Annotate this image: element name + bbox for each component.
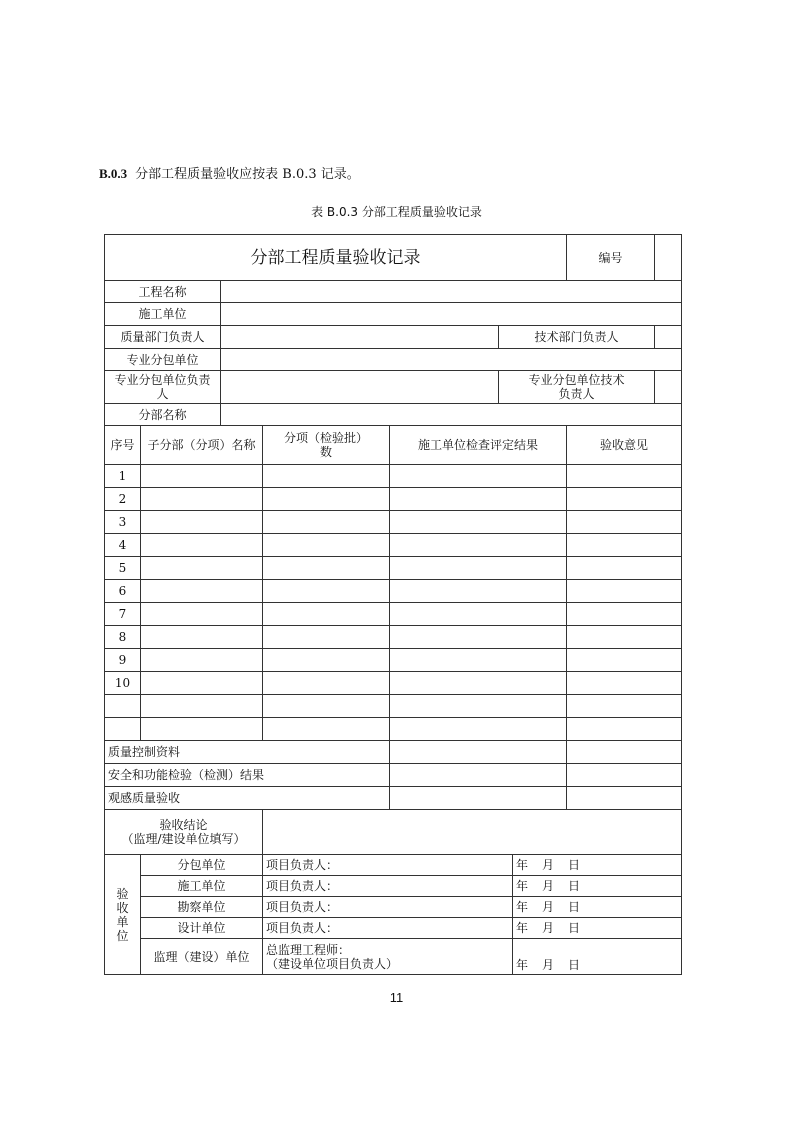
row-sub-cell[interactable]: [141, 626, 263, 649]
acceptance-side-char: 收: [116, 900, 129, 915]
row-sub-cell[interactable]: [141, 695, 263, 718]
project-name-field[interactable]: [221, 281, 682, 303]
unit-name: 设计单位: [141, 918, 263, 939]
row-count-cell[interactable]: [263, 649, 390, 672]
subcontract-unit-label: 专业分包单位: [105, 349, 221, 371]
conclusion-label: [105, 810, 263, 855]
division-name-label: 分部名称: [105, 404, 221, 426]
row-seq: 1: [105, 465, 141, 488]
row-opinion-cell[interactable]: [567, 672, 682, 695]
unit-date[interactable]: 年月日: [513, 876, 682, 897]
unit-signer[interactable]: 项目负责人：: [263, 897, 513, 918]
row-seq: 6: [105, 580, 141, 603]
intro-text: 分部工程质量验收应按表 B.0.3 记录。: [135, 167, 360, 182]
construction-unit-field[interactable]: [221, 303, 682, 326]
row-count-cell[interactable]: [263, 511, 390, 534]
row-sub-cell[interactable]: [141, 534, 263, 557]
conclusion-label-line2: （监理/建设单位填写）: [121, 832, 246, 846]
row-sub-cell[interactable]: [141, 672, 263, 695]
row-result-cell[interactable]: [390, 465, 567, 488]
subcontract-unit-field[interactable]: [221, 349, 682, 371]
row-count-cell[interactable]: [263, 465, 390, 488]
table-caption: 表 B.0.3 分部工程质量验收记录: [311, 205, 482, 219]
unit-signer[interactable]: 项目负责人：: [263, 855, 513, 876]
row-seq: [105, 718, 141, 741]
intro-line: [99, 163, 360, 182]
col-result: 施工单位检查评定结果: [390, 426, 567, 465]
row-opinion-cell[interactable]: [567, 626, 682, 649]
code-label: 编号: [567, 235, 655, 281]
row-result-cell[interactable]: [390, 511, 567, 534]
safety-result[interactable]: [390, 764, 567, 787]
row-opinion-cell[interactable]: [567, 603, 682, 626]
unit-name: 勘察单位: [141, 897, 263, 918]
table-row: [105, 603, 682, 626]
acceptance-record-table: [104, 234, 682, 975]
row-result-cell[interactable]: [390, 534, 567, 557]
subcontract-tech-field[interactable]: [655, 371, 682, 404]
appearance-label: 观感质量验收: [105, 787, 390, 810]
row-count-cell[interactable]: [263, 718, 390, 741]
row-count-cell[interactable]: [263, 534, 390, 557]
subcontract-head-label-line2: 人: [156, 387, 169, 401]
subcontract-head-label-line1: 专业分包单位负责: [114, 373, 211, 387]
row-opinion-cell[interactable]: [567, 534, 682, 557]
table-row: [105, 488, 682, 511]
row-count-cell[interactable]: [263, 557, 390, 580]
table-row: [105, 511, 682, 534]
row-count-cell[interactable]: [263, 488, 390, 511]
row-opinion-cell[interactable]: [567, 649, 682, 672]
intro-number: B.0.3: [99, 166, 128, 181]
row-count-cell[interactable]: [263, 672, 390, 695]
quality-head-label: 质量部门负责人: [105, 326, 221, 349]
row-seq: [105, 695, 141, 718]
row-result-cell[interactable]: [390, 603, 567, 626]
row-count-cell[interactable]: [263, 603, 390, 626]
table-row: [105, 718, 682, 741]
subcontract-tech-label-line1: 专业分包单位技术: [528, 373, 625, 387]
quality-docs-opinion[interactable]: [567, 741, 682, 764]
row-result-cell[interactable]: [390, 672, 567, 695]
row-sub-cell[interactable]: [141, 649, 263, 672]
subcontract-head-field[interactable]: [221, 371, 499, 404]
quality-docs-label: 质量控制资料: [105, 741, 390, 764]
row-opinion-cell[interactable]: [567, 465, 682, 488]
col-count: [263, 426, 390, 465]
row-sub-cell[interactable]: [141, 557, 263, 580]
row-count-cell[interactable]: [263, 580, 390, 603]
safety-label: 安全和功能检验（检测）结果: [105, 764, 390, 787]
unit-date[interactable]: 年月日: [513, 855, 682, 876]
tech-head-field[interactable]: [655, 326, 682, 349]
table-row: [105, 465, 682, 488]
quality-head-field[interactable]: [221, 326, 499, 349]
project-name-label: 工程名称: [105, 281, 221, 303]
subcontract-head-label: [105, 371, 221, 404]
row-count-cell[interactable]: [263, 695, 390, 718]
conclusion-field[interactable]: [263, 810, 682, 855]
table-row: [105, 534, 682, 557]
table-row: [105, 695, 682, 718]
acceptance-side-char: 验: [116, 886, 129, 901]
supervisor-signer-line2: （建设单位项目负责人）: [266, 956, 399, 971]
supervisor-unit-name: 监理（建设）单位: [141, 939, 263, 975]
table-row: [105, 672, 682, 695]
unit-name: 分包单位: [141, 855, 263, 876]
row-opinion-cell[interactable]: [567, 557, 682, 580]
table-row: [105, 580, 682, 603]
col-count-line1: 分项（检验批）: [283, 431, 368, 445]
row-result-cell[interactable]: [390, 718, 567, 741]
form-title: 分部工程质量验收记录: [105, 235, 567, 281]
row-count-cell[interactable]: [263, 626, 390, 649]
tech-head-label: 技术部门负责人: [499, 326, 655, 349]
row-seq: 4: [105, 534, 141, 557]
row-seq: 9: [105, 649, 141, 672]
table-row: [105, 649, 682, 672]
row-opinion-cell[interactable]: [567, 488, 682, 511]
acceptance-side-char: 单: [116, 914, 129, 929]
row-opinion-cell[interactable]: [567, 511, 682, 534]
row-sub-cell[interactable]: [141, 603, 263, 626]
row-result-cell[interactable]: [390, 580, 567, 603]
table-row: [105, 626, 682, 649]
row-result-cell[interactable]: [390, 488, 567, 511]
row-seq: 2: [105, 488, 141, 511]
row-seq: 8: [105, 626, 141, 649]
row-opinion-cell[interactable]: [567, 580, 682, 603]
row-result-cell[interactable]: [390, 557, 567, 580]
unit-date[interactable]: 年月日: [513, 918, 682, 939]
row-opinion-cell[interactable]: [567, 695, 682, 718]
row-seq: 5: [105, 557, 141, 580]
row-seq: 10: [105, 672, 141, 695]
column-header-row: [105, 426, 682, 465]
col-subdivision: 子分部（分项）名称: [141, 426, 263, 465]
acceptance-side-char: 位: [116, 928, 129, 943]
row-result-cell[interactable]: [390, 649, 567, 672]
quality-docs-result[interactable]: [390, 741, 567, 764]
row-result-cell[interactable]: [390, 626, 567, 649]
page-number: 11: [389, 990, 404, 1005]
col-seq: 序号: [105, 426, 141, 465]
row-opinion-cell[interactable]: [567, 718, 682, 741]
unit-date[interactable]: 年月日: [513, 897, 682, 918]
division-name-field[interactable]: [221, 404, 682, 426]
supervisor-date[interactable]: 年月日: [513, 939, 682, 975]
construction-unit-label: 施工单位: [105, 303, 221, 326]
row-seq: 3: [105, 511, 141, 534]
unit-signer[interactable]: 项目负责人：: [263, 876, 513, 897]
row-sub-cell[interactable]: [141, 718, 263, 741]
safety-opinion[interactable]: [567, 764, 682, 787]
acceptance-side-label: [105, 855, 141, 975]
supervisor-signer-line1: 总监理工程师：: [266, 942, 351, 957]
col-count-line2: 数: [319, 445, 332, 459]
row-sub-cell[interactable]: [141, 511, 263, 534]
col-opinion: 验收意见: [567, 426, 682, 465]
appearance-result[interactable]: [390, 787, 567, 810]
row-result-cell[interactable]: [390, 695, 567, 718]
row-seq: 7: [105, 603, 141, 626]
code-field[interactable]: [655, 235, 682, 281]
conclusion-label-line1: 验收结论: [159, 818, 208, 832]
subcontract-tech-label-line2: 负责人: [558, 387, 595, 401]
table-row: [105, 557, 682, 580]
supervisor-signer[interactable]: [263, 939, 513, 975]
row-sub-cell[interactable]: [141, 580, 263, 603]
appearance-opinion[interactable]: [567, 787, 682, 810]
row-sub-cell[interactable]: [141, 488, 263, 511]
row-sub-cell[interactable]: [141, 465, 263, 488]
subcontract-tech-label: [499, 371, 655, 404]
unit-signer[interactable]: 项目负责人：: [263, 918, 513, 939]
unit-name: 施工单位: [141, 876, 263, 897]
